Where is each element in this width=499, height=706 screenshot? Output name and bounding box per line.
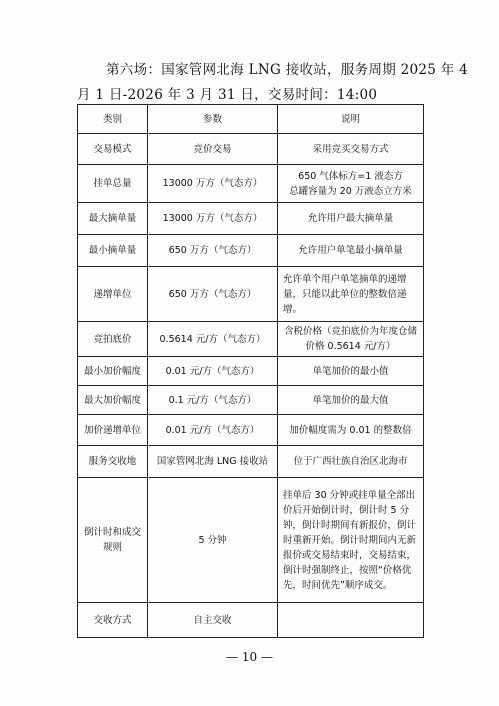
table-row <box>78 415 424 446</box>
table-row <box>78 386 424 415</box>
table-row <box>78 478 424 603</box>
row-category: 服务交收地 <box>78 446 148 478</box>
intro-line-2: 月 1 日-2026 年 3 月 31 日，交易时间：14:00 <box>77 87 378 103</box>
row-category: 最小加价幅度 <box>78 357 148 386</box>
row-parameter: 650 万方（气态方） <box>148 267 278 322</box>
row-category: 交易模式 <box>78 134 148 165</box>
row-parameter: 0.01 元/方（气态方） <box>148 357 278 386</box>
row-category: 递增单位 <box>78 267 148 322</box>
row-description: 允许用户单笔最小摘单量 <box>278 235 424 267</box>
row-parameter: 5 分钟 <box>148 478 278 603</box>
table-row <box>78 203 424 235</box>
row-parameter: 0.1 元/方（气态方） <box>148 386 278 415</box>
header-category: 类别 <box>78 105 148 134</box>
auction-parameters-table <box>77 104 424 638</box>
row-category: 倒计时和成交规则 <box>78 478 148 603</box>
row-description: 含税价格（竞拍底价为年度仓储价格 0.5614 元/方） <box>278 322 424 357</box>
header-parameter: 参数 <box>148 105 278 134</box>
row-description: 采用竞买交易方式 <box>278 134 424 165</box>
row-parameter: 13000 万方（气态方） <box>148 203 278 235</box>
table-row <box>78 165 424 203</box>
row-parameter: 自主交收 <box>148 603 278 638</box>
row-parameter: 650 万方（气态方） <box>148 235 278 267</box>
row-parameter: 0.5614 元/方（气态方） <box>148 322 278 357</box>
row-category: 最小摘单量 <box>78 235 148 267</box>
row-parameter: 13000 万方（气态方） <box>148 165 278 203</box>
row-description: 单笔加价的最大值 <box>278 386 424 415</box>
table-header-row <box>78 105 424 134</box>
row-category: 交收方式 <box>78 603 148 638</box>
table-row <box>78 322 424 357</box>
row-description: 允许用户最大摘单量 <box>278 203 424 235</box>
table-row <box>78 603 424 638</box>
row-category: 竞拍底价 <box>78 322 148 357</box>
row-description: 650 气体标方=1 液态方 总罐容量为 20 万液态立方米 <box>278 165 424 203</box>
header-description: 说明 <box>278 105 424 134</box>
row-description: 加价幅度需为 0.01 的整数倍 <box>278 415 424 446</box>
row-parameter: 国家管网北海 LNG 接收站 <box>148 446 278 478</box>
table-row <box>78 446 424 478</box>
page-number: — 10 — <box>226 650 273 664</box>
row-category: 加价递增单位 <box>78 415 148 446</box>
row-category: 最大摘单量 <box>78 203 148 235</box>
table-row <box>78 134 424 165</box>
row-description: 位于广西壮族自治区北海市 <box>278 446 424 478</box>
row-description <box>278 603 424 638</box>
row-description: 单笔加价的最小值 <box>278 357 424 386</box>
row-parameter: 竞价交易 <box>148 134 278 165</box>
table-row <box>78 357 424 386</box>
table-row <box>78 267 424 322</box>
intro-line-1: 第六场：国家管网北海 LNG 接收站，服务周期 2025 年 4 <box>106 62 469 78</box>
row-category: 挂单总量 <box>78 165 148 203</box>
table-row <box>78 235 424 267</box>
row-description: 挂单后 30 分钟或挂单量全部出价后开始倒计时，倒计时 5 分钟，倒计时期间有新报价，倒计时重新开始。倒计时期间内无新报价或交易结束时，交易结束，倒计时强制终止，按照“价格优先，时间优先”顺序成交。 <box>278 478 424 603</box>
row-parameter: 0.01 元/方（气态方） <box>148 415 278 446</box>
row-description: 允许单个用户单笔摘单的递增量，只能以此单位的整数倍递增。 <box>278 267 424 322</box>
row-category: 最大加价幅度 <box>78 386 148 415</box>
